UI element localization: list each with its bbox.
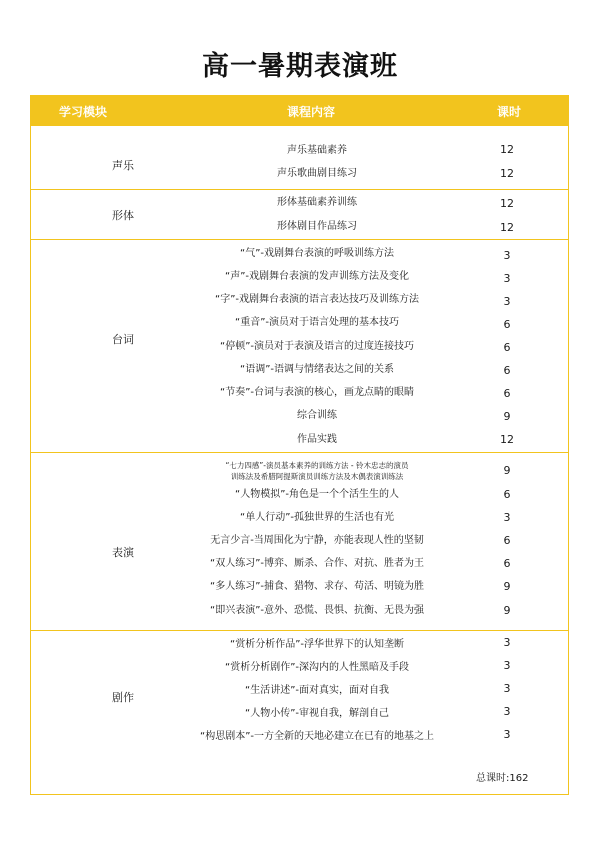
hours-value: 9: [503, 410, 511, 423]
hours-value: 6: [503, 534, 511, 547]
hours-value: 3: [503, 705, 511, 718]
course-item: “停顿”-演员对于表演及语言的过度连接技巧: [220, 341, 414, 352]
section-divider: [31, 452, 568, 453]
course-item: “七力四感”-演员基本素养的训练方法 - 铃木忠志的演员: [225, 461, 409, 470]
hours-value: 12: [500, 167, 514, 180]
hours-value: 3: [503, 636, 511, 649]
hours-value: 6: [503, 557, 511, 570]
course-item: “赏析分析剧作”-深沟内的人性黑暗及手段: [225, 662, 409, 673]
course-item: “字”-戏剧舞台表演的语言表达技巧及训练方法: [215, 294, 419, 305]
hours-value: 3: [503, 511, 511, 524]
course-item: “气”-戏剧舞台表演的呼吸训练方法: [240, 248, 394, 259]
hours-value: 3: [503, 659, 511, 672]
hours-value: 3: [503, 249, 511, 262]
course-item: 形体基础素养训练: [277, 197, 357, 208]
hours-value: 6: [503, 341, 511, 354]
hours-value: 9: [503, 604, 511, 617]
page-title: 高一暑期表演班: [202, 51, 398, 82]
hours-value: 6: [503, 488, 511, 501]
hours-value: 3: [503, 272, 511, 285]
hours-value: 9: [503, 580, 511, 593]
hours-value: 3: [503, 728, 511, 741]
module-vocal: 声乐: [112, 159, 134, 172]
header-module: 学习模块: [58, 105, 108, 119]
section-divider: [31, 189, 568, 190]
course-item: “声”-戏剧舞台表演的发声训练方法及变化: [225, 271, 409, 282]
course-item: “人物模拟”-角色是一个个活生生的人: [235, 489, 399, 500]
hours-value: 6: [503, 364, 511, 377]
module-lines: 台词: [112, 333, 134, 346]
course-table: [30, 95, 569, 795]
hours-value: 6: [503, 387, 511, 400]
course-item-line2: 训练法及希腊阿提斯演员训练方法及木偶表演训练法: [230, 472, 404, 481]
module-acting: 表演: [112, 546, 134, 559]
course-item: “多人练习”-捕食、猎物、求存、苟活、明镜为胜: [210, 581, 424, 592]
course-item: 作品实践: [297, 434, 337, 445]
hours-value: 12: [500, 221, 514, 234]
module-body: 形体: [112, 209, 134, 222]
header-hours: 课时: [496, 105, 522, 119]
course-item: “构思剧本”-一方全新的天地必建立在已有的地基之上: [200, 731, 434, 742]
course-item: “节奏”-台词与表演的核心，画龙点睛的眼睛: [220, 387, 414, 398]
hours-value: 3: [503, 295, 511, 308]
course-item: “生活讲述”-面对真实，面对自我: [245, 685, 389, 696]
table-header: [31, 96, 568, 126]
course-item: “语调”-语调与情绪表达之间的关系: [240, 364, 394, 375]
total-hours: 总课时:162: [476, 773, 529, 784]
hours-value: 12: [500, 197, 514, 210]
course-item: “重音”-演员对于语言处理的基本技巧: [235, 317, 399, 328]
header-content: 课程内容: [286, 105, 336, 119]
section-divider: [31, 239, 568, 240]
hours-value: 12: [500, 433, 514, 446]
hours-value: 9: [503, 464, 511, 477]
course-item: “单人行动”-孤独世界的生活也有光: [240, 512, 394, 523]
section-divider: [31, 630, 568, 631]
course-item: 综合训练: [297, 410, 337, 421]
course-item: “即兴表演”-意外、恐慌、畏惧、抗衡、无畏为强: [210, 605, 424, 616]
course-item: 声乐歌曲剧目练习: [277, 168, 357, 179]
hours-value: 12: [500, 143, 514, 156]
hours-value: 3: [503, 682, 511, 695]
course-item: 声乐基础素养: [287, 145, 347, 156]
module-script: 剧作: [112, 691, 134, 704]
course-item: “双人练习”-博弈、厮杀、合作、对抗、胜者为王: [210, 558, 424, 569]
course-item: “人物小传”-审视自我，解剖自己: [245, 708, 389, 719]
course-item: “赏析分析作品”-浮华世界下的认知垄断: [230, 639, 404, 650]
hours-value: 6: [503, 318, 511, 331]
course-item: 无言少言-当周围化为宁静，亦能表现人性的坚韧: [210, 535, 424, 546]
course-item: 形体剧目作品练习: [277, 221, 357, 232]
